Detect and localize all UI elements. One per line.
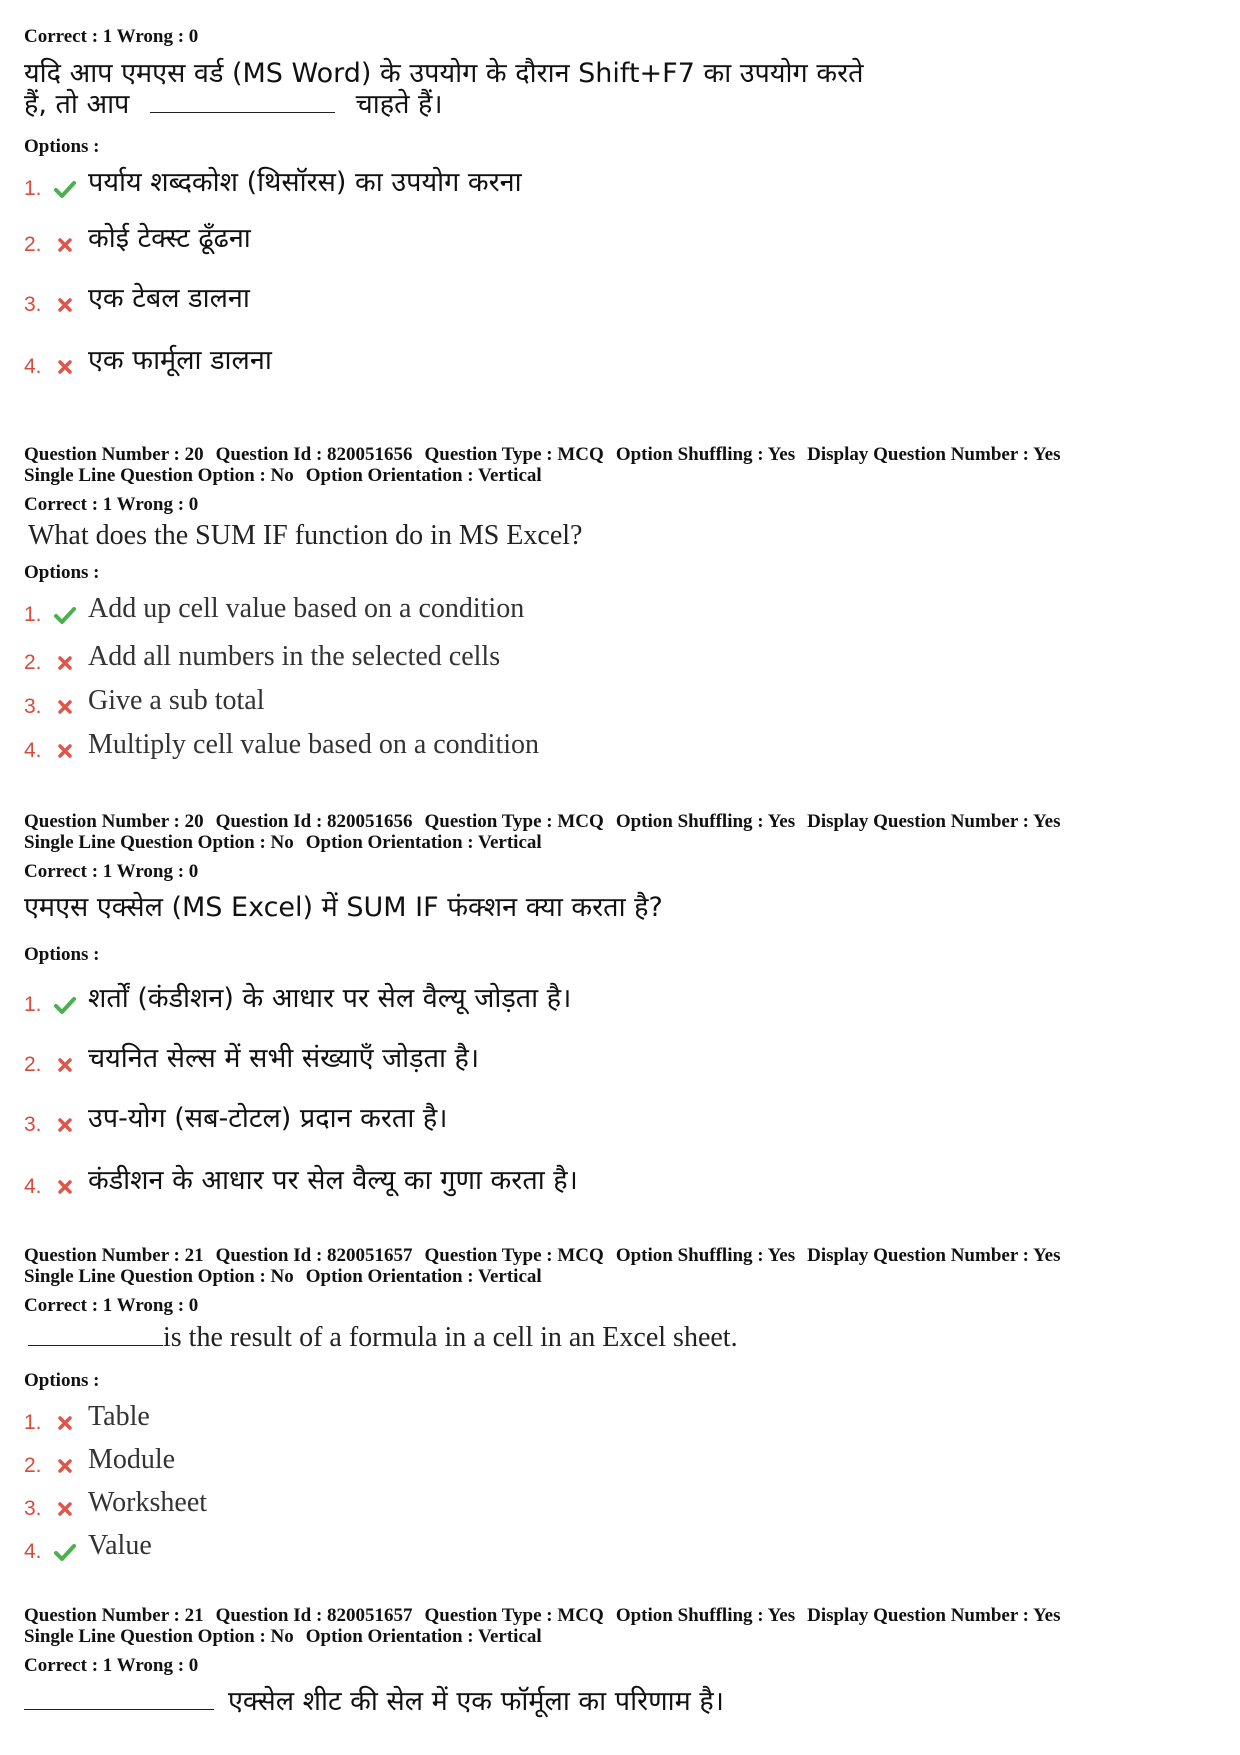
option-text: Table <box>88 1401 150 1432</box>
option-number: 4. <box>24 739 42 762</box>
cross-icon <box>50 652 80 674</box>
option-item <box>24 976 571 1016</box>
question-number: Question Number : 21 <box>24 1245 204 1266</box>
question-fragment: एक्सेल शीट की सेल में एक फॉर्मूला का परिणाम है। <box>228 1686 724 1717</box>
question-meta-line-2 <box>24 1626 554 1647</box>
option-item <box>24 678 265 718</box>
option-number: 1. <box>24 603 42 626</box>
option-shuffling: Option Shuffling : Yes <box>615 1245 796 1266</box>
question-id: Question Id : 820051656 <box>215 444 413 465</box>
option-text: शर्तों (कंडीशन) के आधार पर सेल वैल्यू जोड़ता है। <box>88 983 572 1014</box>
question-fragment: चाहते हैं। <box>355 89 443 120</box>
option-number: 4. <box>24 1540 42 1563</box>
correct-wrong-score: Correct : 1 Wrong : 0 <box>24 1655 199 1676</box>
option-item <box>24 1036 479 1076</box>
option-text: पर्याय शब्दकोश (थिसॉरस) का उपयोग करना <box>88 167 522 198</box>
option-text: उप-योग (सब-टोटल) प्रदान करता है। <box>88 1103 448 1134</box>
question-line-2 <box>24 89 1174 120</box>
option-text: Worksheet <box>88 1487 208 1518</box>
check-icon <box>50 1541 80 1563</box>
question-id: Question Id : 820051657 <box>215 1605 413 1626</box>
option-text: एक टेबल डालना <box>88 283 250 314</box>
option-orientation: Option Orientation : Vertical <box>305 832 542 853</box>
display-question-number: Display Question Number : Yes <box>807 811 1061 832</box>
option-number: 3. <box>24 1113 42 1136</box>
option-item <box>24 1437 175 1477</box>
option-number: 2. <box>24 1053 42 1076</box>
question-text <box>24 58 1174 120</box>
question-meta-line-1 <box>24 811 1072 832</box>
cross-icon <box>50 740 80 762</box>
option-number: 2. <box>24 233 42 256</box>
options-label: Options : <box>24 1370 100 1391</box>
check-icon <box>50 604 80 626</box>
option-text: कंडीशन के आधार पर सेल वैल्यू का गुणा करता है। <box>88 1165 578 1196</box>
question-meta-line-2 <box>24 832 554 853</box>
display-question-number: Display Question Number : Yes <box>807 1245 1061 1266</box>
question-fragment: हैं, तो आप <box>24 89 130 120</box>
option-text: Add all numbers in the selected cells <box>88 641 501 672</box>
option-shuffling: Option Shuffling : Yes <box>615 811 796 832</box>
option-number: 4. <box>24 1175 42 1198</box>
option-number: 1. <box>24 1411 42 1434</box>
option-item <box>24 276 250 316</box>
question-text: एमएस एक्सेल (MS Excel) में SUM IF फंक्शन क्या करता है? <box>24 892 663 923</box>
fill-in-blank <box>24 1709 214 1710</box>
option-text: कोई टेक्स्ट ढूँढना <box>88 223 251 254</box>
option-item <box>24 1480 207 1520</box>
option-number: 3. <box>24 1497 42 1520</box>
cross-icon <box>50 1498 80 1520</box>
option-text: एक फार्मूला डालना <box>88 345 272 376</box>
option-item <box>24 216 251 256</box>
question-meta-line-2 <box>24 1266 554 1287</box>
question-meta-line-1 <box>24 1605 1072 1626</box>
cross-icon <box>50 1114 80 1136</box>
cross-icon <box>50 1054 80 1076</box>
question-id: Question Id : 820051656 <box>215 811 413 832</box>
option-text: Value <box>88 1530 152 1561</box>
check-icon <box>50 178 80 200</box>
question-text: What does the SUM IF function do in MS Excel? <box>28 520 583 551</box>
correct-wrong-score: Correct : 1 Wrong : 0 <box>24 494 199 515</box>
option-shuffling: Option Shuffling : Yes <box>615 1605 796 1626</box>
option-item <box>24 586 524 626</box>
option-orientation: Option Orientation : Vertical <box>305 465 542 486</box>
question-fragment: is the result of a formula in a cell in an Excel sheet. <box>163 1322 738 1353</box>
option-number: 2. <box>24 651 42 674</box>
question-number: Question Number : 21 <box>24 1605 204 1626</box>
correct-wrong-score: Correct : 1 Wrong : 0 <box>24 26 199 47</box>
option-number: 4. <box>24 355 42 378</box>
question-number: Question Number : 20 <box>24 444 204 465</box>
option-item <box>24 634 500 674</box>
option-orientation: Option Orientation : Vertical <box>305 1626 542 1647</box>
question-meta-line-1 <box>24 444 1072 465</box>
option-text: Multiply cell value based on a condition <box>88 729 540 760</box>
option-orientation: Option Orientation : Vertical <box>305 1266 542 1287</box>
question-text <box>24 1686 724 1717</box>
options-label: Options : <box>24 562 100 583</box>
display-question-number: Display Question Number : Yes <box>807 444 1061 465</box>
display-question-number: Display Question Number : Yes <box>807 1605 1061 1626</box>
single-line-option: Single Line Question Option : No <box>24 1626 294 1647</box>
fill-in-blank <box>150 112 335 113</box>
cross-icon <box>50 1176 80 1198</box>
option-item <box>24 722 539 762</box>
option-text: Module <box>88 1444 176 1475</box>
option-item <box>24 160 522 200</box>
correct-wrong-score: Correct : 1 Wrong : 0 <box>24 861 199 882</box>
single-line-option: Single Line Question Option : No <box>24 1266 294 1287</box>
question-text <box>28 1322 738 1354</box>
question-type: Question Type : MCQ <box>424 444 604 465</box>
option-shuffling: Option Shuffling : Yes <box>615 444 796 465</box>
cross-icon <box>50 1412 80 1434</box>
option-text: Add up cell value based on a condition <box>88 593 525 624</box>
fill-in-blank <box>28 1345 163 1346</box>
option-item <box>24 1096 447 1136</box>
check-icon <box>50 994 80 1016</box>
question-line-1: यदि आप एमएस वर्ड (MS Word) के उपयोग के दौरान Shift+F7 का उपयोग करते <box>24 58 864 89</box>
single-line-option: Single Line Question Option : No <box>24 465 294 486</box>
question-id: Question Id : 820051657 <box>215 1245 413 1266</box>
question-meta-line-1 <box>24 1245 1072 1266</box>
option-number: 1. <box>24 177 42 200</box>
single-line-option: Single Line Question Option : No <box>24 832 294 853</box>
option-item <box>24 1523 152 1563</box>
option-item <box>24 338 272 378</box>
question-type: Question Type : MCQ <box>424 1605 604 1626</box>
option-item <box>24 1394 150 1434</box>
option-text: Give a sub total <box>88 685 265 716</box>
options-label: Options : <box>24 136 100 157</box>
correct-wrong-score: Correct : 1 Wrong : 0 <box>24 1295 199 1316</box>
question-type: Question Type : MCQ <box>424 1245 604 1266</box>
question-type: Question Type : MCQ <box>424 811 604 832</box>
option-number: 3. <box>24 695 42 718</box>
cross-icon <box>50 1455 80 1477</box>
option-text: चयनित सेल्स में सभी संख्याएँ जोड़ता है। <box>88 1043 480 1074</box>
cross-icon <box>50 356 80 378</box>
question-number: Question Number : 20 <box>24 811 204 832</box>
question-meta-line-2 <box>24 465 554 486</box>
option-number: 3. <box>24 293 42 316</box>
options-label: Options : <box>24 944 100 965</box>
option-item <box>24 1158 578 1198</box>
cross-icon <box>50 696 80 718</box>
option-number: 2. <box>24 1454 42 1477</box>
cross-icon <box>50 294 80 316</box>
cross-icon <box>50 234 80 256</box>
option-number: 1. <box>24 993 42 1016</box>
